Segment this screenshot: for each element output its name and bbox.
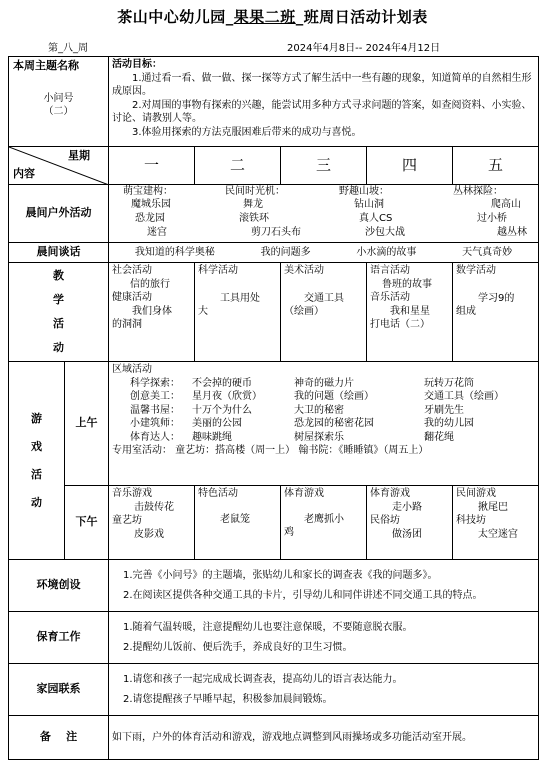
area-item: 玩转万花筒 — [424, 377, 474, 389]
outdoor-label: 晨间户外活动 — [9, 185, 109, 243]
theme-row — [9, 57, 539, 147]
goals-title: 活动目标： — [112, 59, 162, 70]
area-title: 区域活动 — [112, 364, 152, 375]
activity-name: 太空迷宫 — [478, 528, 518, 540]
outdoor-zone: 野趣山坡： — [339, 186, 389, 197]
activity-name: 皮影戏 — [134, 528, 164, 540]
teaching-row — [9, 263, 539, 362]
activity-name: 做汤团 — [392, 528, 422, 540]
family-label: 家园联系 — [9, 664, 109, 716]
theme-name-sub: （二） — [43, 106, 74, 118]
area-item: 交通工具（绘画） — [424, 391, 504, 402]
game-pm-row — [9, 486, 539, 560]
family-content — [109, 664, 539, 716]
area-item: 大卫的秘密 — [294, 404, 344, 416]
area-item: 美丽的公园 — [192, 418, 242, 429]
theme-name-cell — [9, 57, 109, 147]
game-label-char: 活 — [31, 467, 42, 481]
outdoor-row — [9, 185, 539, 243]
area-item: 恐龙园的秘密花园 — [294, 418, 374, 429]
teaching-friday — [453, 263, 539, 362]
area-name: 科学探索： — [130, 377, 180, 389]
talk-topic: 小水滴的故事 — [356, 246, 417, 258]
environment-item: 2.在阅读区提供各种交通工具的卡片，引导幼儿和同伴讲述不同交通工具的特点。 — [123, 589, 483, 601]
area-item: 我的幼儿园 — [424, 418, 474, 429]
outdoor-item: 舞龙 — [243, 199, 263, 210]
pm-tuesday — [195, 486, 281, 560]
talk-topic: 我的问题多 — [260, 246, 311, 258]
activity-name: 的洞洞 — [112, 319, 142, 330]
special-room-activities: 专用室活动： 童艺坊：搭高楼（周一上） 翰书院：《睡睡镇》（周五上） — [112, 445, 429, 456]
talk-topic: 天气真奇妙 — [462, 246, 513, 258]
title-school: 茶山中心幼儿园_ — [117, 8, 234, 26]
activity-type: 音乐游戏 — [112, 488, 152, 499]
family-item: 2.请您提醒孩子早睡早起，积极参加晨间锻炼。 — [123, 693, 333, 705]
activity-type: 音乐活动 — [370, 292, 410, 303]
area-item: 趣味跳绳 — [192, 431, 232, 443]
week-number: 第_八_周 — [48, 43, 88, 54]
game-label-char: 戏 — [31, 439, 42, 453]
outdoor-item: 迷宫 — [147, 227, 167, 238]
environment-content — [109, 560, 539, 612]
day-header-row — [9, 147, 539, 185]
activity-name: 老鼠笼 — [220, 513, 250, 525]
activity-type: 童艺坊 — [112, 515, 142, 526]
content-header-label: 内容 — [13, 167, 35, 181]
teaching-label-char: 教 — [53, 269, 64, 282]
activity-name: 走小路 — [392, 501, 422, 513]
outdoor-item: 越丛林 — [497, 227, 527, 238]
activity-type: 体育游戏 — [284, 488, 324, 499]
activity-name: 交通工具 — [304, 292, 344, 304]
day-header-corner — [9, 147, 109, 185]
outdoor-item: 滚铁环 — [239, 213, 269, 224]
activity-name: 鸡 — [284, 527, 294, 538]
area-name: 创意美工： — [130, 391, 180, 402]
teaching-label-char: 活 — [53, 317, 64, 330]
goal-item: 3.体验用探索的方法克服困难后带来的成功与喜悦。 — [132, 126, 362, 138]
game-am-label: 上午 — [65, 362, 109, 486]
activity-type: 社会活动 — [112, 265, 152, 276]
pm-monday — [109, 486, 195, 560]
outdoor-item: 真人CS — [359, 213, 393, 224]
area-item: 神奇的磁力片 — [294, 377, 354, 389]
area-item: 星月夜（欣赏） — [192, 391, 262, 402]
teaching-label — [9, 263, 109, 362]
care-row — [9, 612, 539, 664]
talk-content — [109, 243, 539, 263]
area-activities — [109, 362, 539, 486]
care-item: 2.提醒幼儿饭前、便后洗手，养成良好的卫生习惯。 — [123, 641, 353, 653]
activity-name: 击鼓传花 — [134, 501, 174, 513]
activity-name: 鲁班的故事 — [382, 278, 432, 290]
activity-name: 组成 — [456, 306, 476, 317]
talk-label: 晨间谈话 — [9, 243, 109, 263]
activity-type: 数学活动 — [456, 265, 496, 276]
goal-item: 1.通过看一看、做一做、探一探等方式了解生活中一些有趣的现象，知道简单的自然相生形成原因。 — [112, 72, 532, 97]
activity-name: 我和星星 — [390, 305, 430, 317]
day-thursday: 四 — [367, 147, 453, 185]
care-content — [109, 612, 539, 664]
outdoor-item: 钻山洞 — [354, 199, 384, 210]
outdoor-zone: 萌宝建构： — [123, 186, 173, 197]
outdoor-item: 恐龙园 — [135, 213, 165, 224]
date-range: 2024年4月8日-- 2024年4月12日 — [287, 43, 441, 54]
outdoor-item: 魔城乐园 — [131, 199, 171, 210]
care-label: 保育工作 — [9, 612, 109, 664]
activity-name: 学习9的 — [478, 292, 515, 304]
environment-label: 环境创设 — [9, 560, 109, 612]
talk-topic: 我知道的科学奥秘 — [134, 246, 215, 258]
area-item: 翻花绳 — [424, 431, 454, 443]
activity-type: 健康活动 — [112, 292, 152, 303]
family-row — [9, 664, 539, 716]
area-item: 牙刷先生 — [424, 404, 464, 416]
outdoor-item: 剪刀石头布 — [251, 227, 301, 238]
area-grid — [112, 377, 535, 445]
activity-type: 特色活动 — [198, 488, 238, 499]
notes-row — [9, 716, 539, 760]
environment-row — [9, 560, 539, 612]
outdoor-item: 爬高山 — [491, 199, 521, 210]
game-am-row — [9, 362, 539, 486]
activity-type: 民间游戏 — [456, 488, 496, 499]
activity-name: 打电话（二） — [370, 319, 430, 330]
activity-type: 语言活动 — [370, 265, 410, 276]
activity-name: 工具用处 — [220, 292, 260, 304]
activity-type: 科技坊 — [456, 515, 486, 526]
area-item: 十万个为什么 — [192, 404, 252, 416]
teaching-label-char: 学 — [53, 293, 64, 306]
activity-name: 老鹰抓小 — [304, 513, 344, 525]
activity-name: （绘画） — [284, 306, 324, 317]
day-wednesday: 三 — [281, 147, 367, 185]
game-label — [9, 362, 65, 560]
pm-friday — [453, 486, 539, 560]
title-class: 果果二班 — [233, 8, 296, 26]
outdoor-item: 过小桥 — [477, 213, 507, 224]
day-friday: 五 — [453, 147, 539, 185]
environment-item: 1.完善《小问号》的主题墙，张贴幼儿和家长的调查表《我的问题多》。 — [123, 570, 438, 581]
theme-label: 本周主题名称 — [13, 59, 79, 72]
area-item: 我的问题（绘画） — [294, 391, 374, 402]
outdoor-content — [109, 185, 539, 243]
outdoor-zone: 丛林探险： — [453, 186, 503, 197]
area-item: 不会掉的硬币 — [192, 377, 252, 389]
talk-row — [9, 243, 539, 263]
area-name: 温馨书屋： — [130, 404, 180, 416]
activity-type: 体育游戏 — [370, 488, 410, 499]
weekday-header-label: 星期 — [68, 149, 90, 162]
teaching-wednesday — [281, 263, 367, 362]
area-item: 树屋探索乐 — [294, 431, 344, 443]
notes-label: 备 注 — [9, 716, 109, 760]
pm-thursday — [367, 486, 453, 560]
game-label-char: 动 — [31, 495, 42, 509]
goal-item: 2.对周围的事物有探索的兴趣，能尝试用多种方式寻求问题的答案，如查阅资料、小实验、讨论、请教别人等。 — [112, 99, 532, 124]
day-monday: 一 — [109, 147, 195, 185]
activity-type: 科学活动 — [198, 265, 238, 276]
day-tuesday: 二 — [195, 147, 281, 185]
teaching-thursday — [367, 263, 453, 362]
outdoor-item: 沙包大战 — [365, 227, 405, 238]
area-name: 体育达人： — [130, 431, 180, 443]
title-suffix: _班周日活动计划表 — [295, 8, 428, 26]
activity-type: 美术活动 — [284, 265, 324, 276]
outdoor-zone: 民间时光机： — [225, 186, 285, 197]
game-pm-label: 下午 — [65, 486, 109, 560]
pm-wednesday — [281, 486, 367, 560]
teaching-tuesday — [195, 263, 281, 362]
care-item: 1.随着气温转暖，注意提醒幼儿也要注意保暖，不要随意脱衣服。 — [123, 622, 413, 633]
weekly-plan-table — [8, 56, 539, 760]
notes-content: 如下雨，户外的体育活动和游戏，游戏地点调整到风雨操场或多功能活动室开展。 — [109, 716, 539, 760]
area-name: 小建筑师： — [130, 418, 180, 429]
activity-name: 我们身体 — [132, 305, 172, 317]
activity-name: 信的旅行 — [130, 278, 170, 290]
theme-name: 小问号 — [43, 92, 74, 104]
teaching-label-char: 动 — [53, 341, 64, 354]
teaching-monday — [109, 263, 195, 362]
theme-goals-cell — [109, 57, 539, 147]
activity-name: 大 — [198, 306, 208, 317]
family-item: 1.请您和孩子一起完成成长调查表，提高幼儿的语言表达能力。 — [123, 674, 403, 685]
game-label-char: 游 — [31, 411, 42, 425]
activity-type: 民俗坊 — [370, 515, 400, 526]
activity-name: 揪尾巴 — [478, 501, 508, 513]
page-title — [0, 6, 545, 27]
